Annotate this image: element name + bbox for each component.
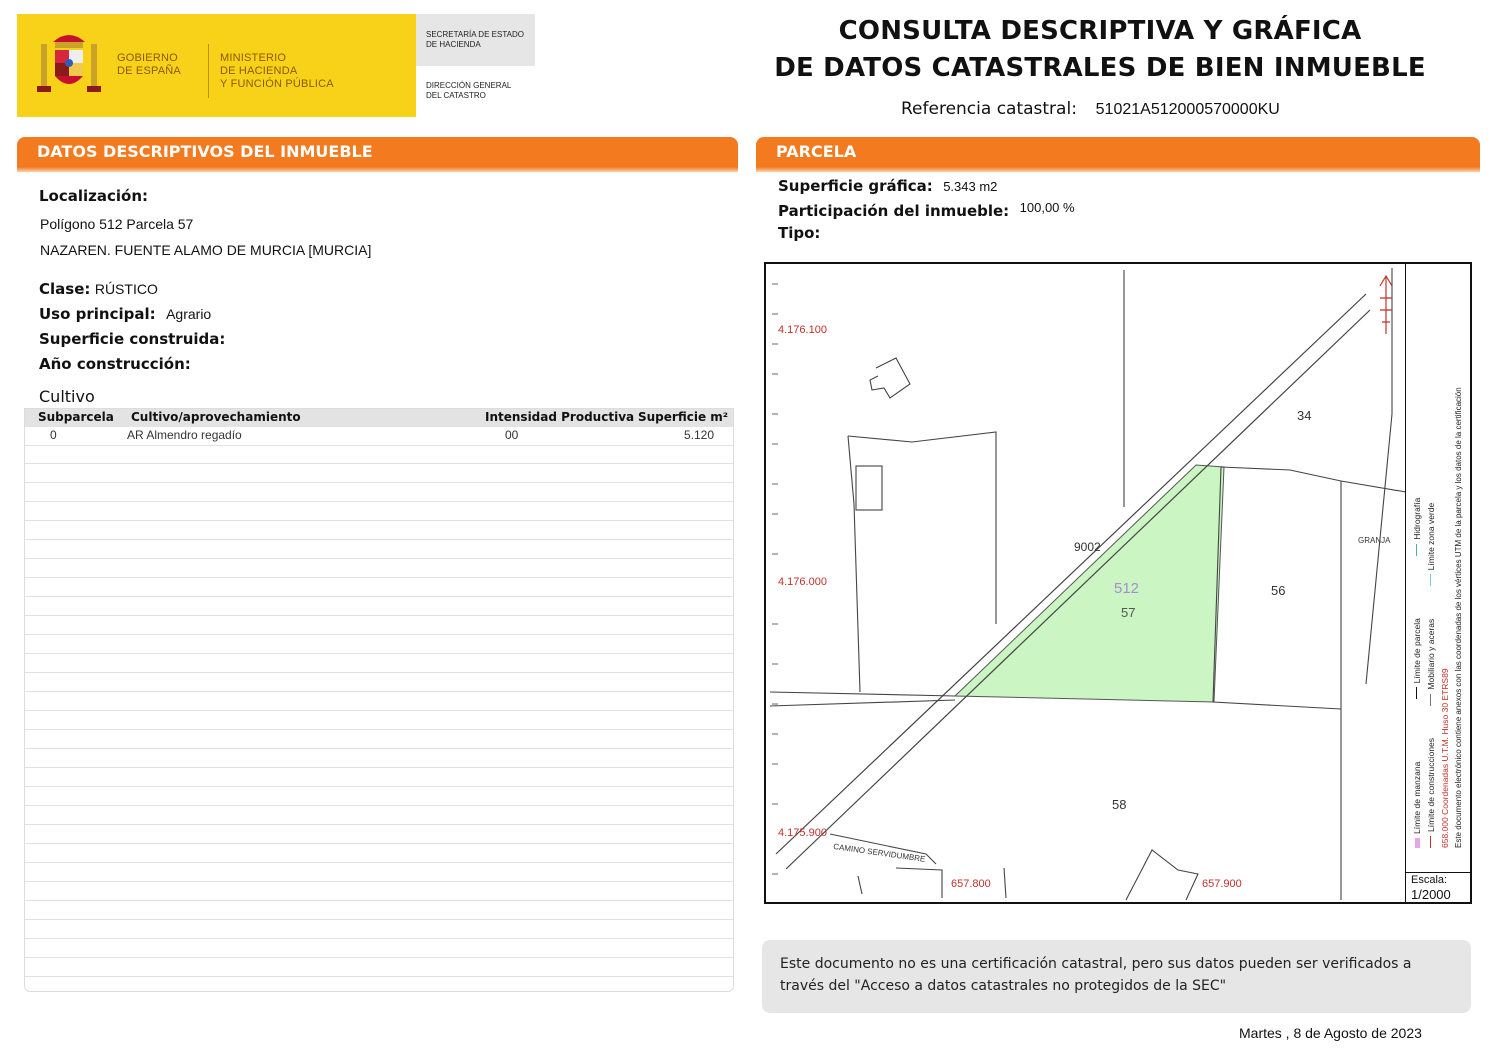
- th-subparcela: Subparcela: [38, 410, 114, 424]
- escala-label: Escala:: [1411, 874, 1448, 886]
- legend-limite-construcciones: Límite de construcciones: [1426, 737, 1436, 832]
- label-granja: GRANJA: [1358, 536, 1391, 545]
- section-bar-parcela: [756, 137, 1480, 167]
- section-bar-inmueble: [17, 137, 738, 167]
- table-row-empty: [25, 464, 733, 483]
- superficie-grafica-value: 5.343 m2: [943, 179, 998, 194]
- government-logo-block: [17, 14, 416, 117]
- table-row-empty: [25, 559, 733, 578]
- participacion-row: [778, 200, 1075, 221]
- direccion-line-2: DEL CATASTRO: [426, 91, 486, 100]
- table-row-empty: [25, 654, 733, 673]
- section-title-parcela: PARCELA: [776, 142, 857, 161]
- cultivo-label: Cultivo: [39, 387, 95, 406]
- ministry-text: [220, 52, 334, 91]
- localizacion-line-1: Polígono 512 Parcela 57: [40, 216, 194, 232]
- th-intensidad: Intensidad Productiva: [485, 410, 635, 424]
- label-34: 34: [1297, 408, 1312, 423]
- localizacion-line-2: NAZAREN. FUENTE ALAMO DE MURCIA [MURCIA]: [40, 242, 372, 258]
- table-row-empty: [25, 806, 733, 825]
- uso-value: Agrario: [166, 306, 212, 322]
- y-coord-label-3: 4.175.900: [778, 827, 827, 839]
- legend-divider: [1405, 264, 1406, 902]
- superficie-grafica-row: [778, 177, 997, 196]
- cultivo-table-header: [25, 409, 733, 427]
- table-row-empty: [25, 768, 733, 787]
- table-row-empty: [25, 711, 733, 730]
- table-row-empty: [25, 882, 733, 901]
- table-row-empty: [25, 825, 733, 844]
- table-row-empty: [25, 635, 733, 654]
- secretaria-line-1: SECRETARÍA DE ESTADO: [426, 30, 524, 39]
- map-legend: [1410, 268, 1470, 848]
- cadastral-map[interactable]: [764, 262, 1472, 904]
- superficie-construida-label: Superficie construida:: [39, 330, 226, 348]
- secretaria-text: [426, 30, 524, 50]
- participacion-value: 100,00 %: [1019, 200, 1075, 215]
- table-row-empty: [25, 958, 733, 977]
- tipo-label: Tipo:: [778, 224, 821, 242]
- legend-zona-verde: Límite zona verde: [1426, 502, 1436, 571]
- table-row-empty: [25, 901, 733, 920]
- th-cultivo: Cultivo/aprovechamiento: [131, 410, 301, 424]
- logo-divider: [208, 44, 209, 98]
- x-coord-label-2: 657.900: [1202, 878, 1242, 890]
- table-row-empty: [25, 863, 733, 882]
- legend-limite-parcela: Límite de parcela: [1412, 618, 1422, 684]
- direccion-line-1: DIRECCIÓN GENERAL: [426, 81, 512, 90]
- section-underline-parcela: [756, 167, 1480, 172]
- anio-construccion-label: Año construcción:: [39, 355, 191, 373]
- th-superficie: Superficie m²: [638, 410, 729, 424]
- ref-value: 51021A512000570000KU: [1095, 101, 1280, 118]
- td-intensidad: 00: [505, 428, 519, 442]
- table-row-empty: [25, 977, 733, 992]
- td-superficie: 5.120: [684, 428, 715, 442]
- note-line-2: través del "Acceso a datos catastrales no protegidos de la SEC": [780, 978, 1227, 994]
- label-camino: CAMINO SERVIDUMBRE: [832, 842, 926, 864]
- parcel-number-label: 57: [1121, 605, 1136, 620]
- document-date: Martes , 8 de Agosto de 2023: [1239, 1025, 1422, 1041]
- x-coord-label-1: 657.800: [951, 878, 991, 890]
- td-subparcela: 0: [50, 428, 57, 442]
- section-title-inmueble: DATOS DESCRIPTIVOS DEL INMUEBLE: [37, 142, 373, 161]
- label-56: 56: [1271, 583, 1286, 598]
- legend-limite-manzana: Límite de manzana: [1412, 761, 1422, 834]
- legend-row-3: [1438, 268, 1452, 848]
- referencia-catastral: [901, 99, 1280, 119]
- table-row-empty: [25, 787, 733, 806]
- legend-hidrografia: Hidrografía: [1412, 497, 1422, 540]
- localizacion-label: Localización:: [39, 187, 149, 205]
- legend-row-4: [1452, 268, 1466, 848]
- table-row-empty: [25, 730, 733, 749]
- north-arrow-icon: [1380, 276, 1392, 334]
- table-row-empty: [25, 673, 733, 692]
- secretaria-line-2: DE HACIENDA: [426, 40, 481, 49]
- table-row-empty: [25, 502, 733, 521]
- label-9002: 9002: [1074, 540, 1101, 554]
- ministry-line-2: DE HACIENDA: [220, 65, 298, 77]
- gov-line-1: GOBIERNO: [117, 52, 178, 64]
- parcel-57-shape: [955, 465, 1224, 702]
- cultivo-table: [24, 408, 734, 992]
- clase-label: Clase:: [39, 280, 91, 298]
- y-coord-label-2: 4.176.000: [778, 576, 827, 588]
- note-line-1: Este documento no es una certificación catastral, pero sus datos pueden ser verificados a: [780, 956, 1412, 972]
- td-cultivo: AR Almendro regadío: [127, 428, 242, 442]
- legend-row-2: [1424, 268, 1438, 848]
- page-title: [760, 16, 1440, 83]
- table-row-empty: [25, 920, 733, 939]
- uso-row: [39, 305, 211, 324]
- table-row-empty: [25, 445, 733, 464]
- table-row-empty: [25, 540, 733, 559]
- title-line-2: DE DATOS CATASTRALES DE BIEN INMUEBLE: [774, 53, 1426, 83]
- table-row-empty: [25, 844, 733, 863]
- table-row-empty: [25, 483, 733, 502]
- parcel-poligono-label: 512: [1114, 580, 1140, 597]
- ref-label: Referencia catastral:: [901, 99, 1077, 119]
- uso-label: Uso principal:: [39, 305, 156, 323]
- table-row: [25, 427, 733, 446]
- superficie-grafica-label: Superficie gráfica:: [778, 177, 933, 195]
- legend-coordenadas: 658.000 Coordenadas U.T.M. Huso 30 ETRS89: [1440, 668, 1450, 848]
- legend-mobiliario: Mobiliario y aceras: [1426, 618, 1436, 690]
- gov-espana-text: [117, 52, 181, 78]
- title-line-1: CONSULTA DESCRIPTIVA Y GRÁFICA: [838, 16, 1362, 46]
- y-coord-label-1: 4.176.100: [778, 324, 827, 336]
- table-row-empty: [25, 749, 733, 768]
- clase-value: RÚSTICO: [94, 281, 158, 297]
- table-row-empty: [25, 692, 733, 711]
- coat-of-arms-icon: [35, 26, 103, 102]
- table-row-empty: [25, 578, 733, 597]
- disclaimer-note: [762, 940, 1471, 1013]
- escala-value: 1/2000: [1411, 887, 1451, 902]
- legend-vertices: Este documento electrónico contiene anexos con las coordenadas de los vértices UTM de la parcela y los datos de la certificación: [1454, 387, 1463, 848]
- legend-row-1: [1410, 268, 1424, 848]
- table-row-empty: [25, 521, 733, 540]
- scale-divider: [1405, 872, 1470, 873]
- label-58: 58: [1112, 797, 1127, 812]
- table-row-empty: [25, 939, 733, 958]
- table-row-empty: [25, 616, 733, 635]
- gov-line-2: DE ESPAÑA: [117, 65, 181, 77]
- participacion-label: Participación del inmueble:: [778, 202, 1010, 220]
- clase-row: [39, 280, 158, 299]
- ministry-line-3: Y FUNCIÓN PÚBLICA: [220, 78, 334, 90]
- section-underline-inmueble: [17, 167, 738, 172]
- table-row-empty: [25, 597, 733, 616]
- direccion-text: [426, 81, 511, 101]
- ministry-line-1: MINISTERIO: [220, 52, 287, 64]
